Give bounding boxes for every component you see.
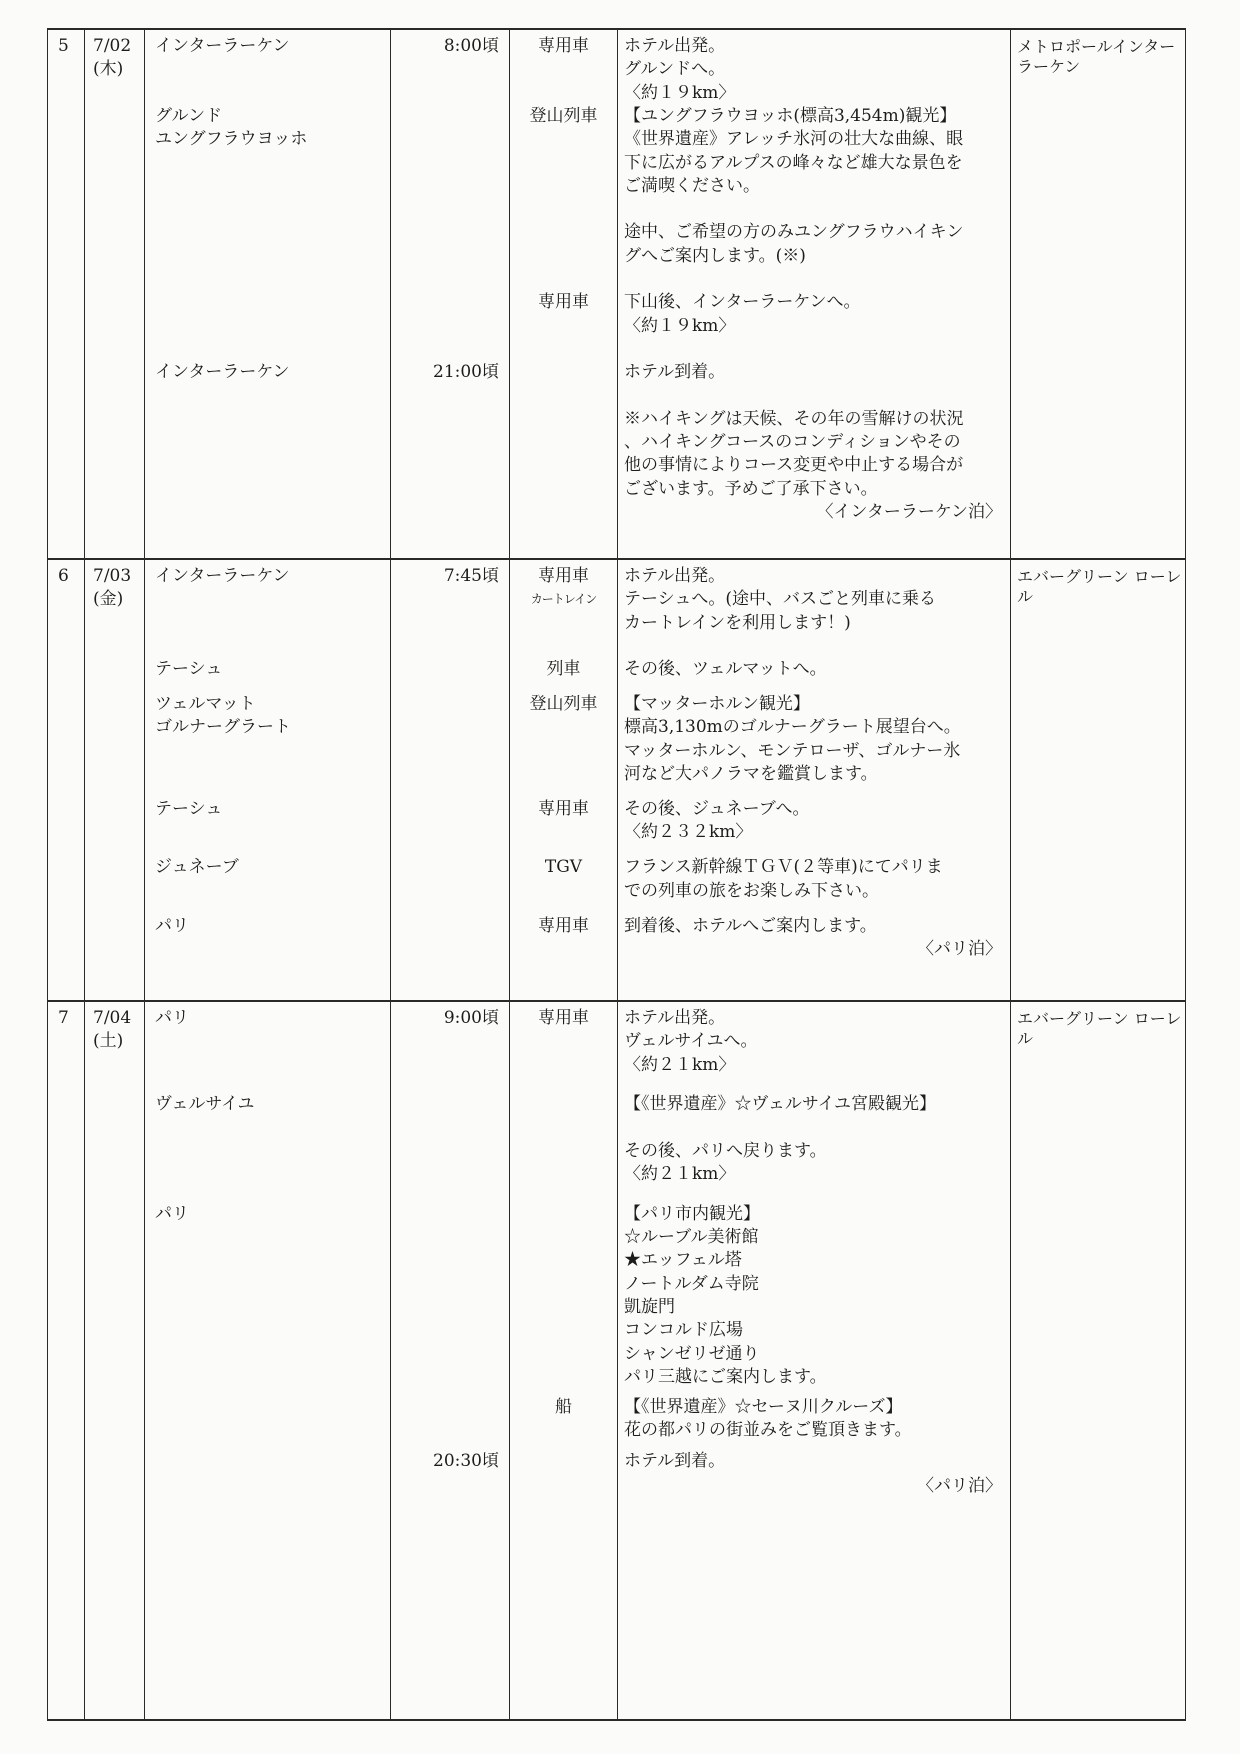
hotel-cell: [1011, 559, 1186, 1001]
description-line: ホテル出発。: [624, 1008, 726, 1028]
transport: 登山列車: [529, 105, 598, 126]
day-number-cell: [48, 1001, 85, 1720]
description-line: ★エッフェル塔: [624, 1250, 742, 1271]
overnight-stay: 〈パリ泊〉: [917, 1476, 1002, 1497]
transport: TGV: [544, 857, 583, 878]
description-line: での列車の旅をお楽しみ下さい。: [624, 880, 879, 901]
description-line: その後、パリへ戻ります。: [624, 1140, 827, 1161]
description-line: 【《世界遺産》☆セーヌ川クルーズ】: [624, 1397, 903, 1418]
description-line: 花の都パリの街並みをご覧頂きます。: [624, 1420, 912, 1441]
transport: 専用車: [538, 292, 589, 313]
hotel-name: エバーグリーン ローレ: [1017, 1009, 1182, 1028]
place-name: ユングフラウヨッホ: [155, 129, 308, 150]
transport-cell: [510, 1001, 618, 1720]
transport: 専用車: [538, 1008, 589, 1028]
place-name: テーシュ: [155, 659, 223, 680]
time-cell: [391, 559, 510, 1001]
description-line: ございます。予めご了承下さい。: [624, 478, 878, 499]
transport: 専用車: [538, 566, 589, 586]
day-row-5: [48, 29, 1186, 559]
description-line: 標高3,130mのゴルナーグラート展望台へ。: [624, 717, 961, 738]
description-line: グルンドへ。: [624, 59, 726, 80]
description-line: カートレインを利用します！): [624, 612, 851, 633]
place-name: インターラーケン: [155, 36, 290, 56]
description-line: 〈約２１km〉: [624, 1054, 736, 1075]
description-cell: [618, 559, 1011, 1001]
description-line: シャンゼリゼ通り: [624, 1343, 760, 1364]
hotel-cell: [1011, 1001, 1186, 1720]
transport: 専用車: [538, 799, 589, 819]
description-line: 〈約１９km〉: [624, 82, 736, 103]
place-cell: [145, 1001, 391, 1720]
description-cell: [618, 1001, 1011, 1720]
hotel-name: ラーケン: [1017, 56, 1081, 76]
description-line: 河など大パノラマを鑑賞します。: [624, 764, 878, 785]
description-line: ☆ルーブル美術館: [624, 1227, 759, 1248]
description-line: 、ハイキングコースのコンディションやその: [624, 432, 961, 453]
description-line: 〈約２１km〉: [624, 1164, 736, 1185]
hotel-cell: [1011, 29, 1186, 559]
description-line: パリ三越にご案内します。: [624, 1366, 827, 1387]
description-line: 到着後、ホテルへご案内します。: [624, 915, 877, 936]
day-number-cell: [48, 29, 85, 559]
transport-cell: [510, 559, 618, 1001]
description-line: マッターホルン、モンテローザ、ゴルナー氷: [624, 740, 961, 761]
description-line: ホテル出発。: [624, 566, 726, 586]
date-cell: [85, 29, 145, 559]
place-name: グルンド: [155, 105, 223, 126]
time-cell: [391, 29, 510, 559]
transport: 専用車: [538, 36, 589, 56]
description-line: 《世界遺産》アレッチ氷河の壮大な曲線、眼: [624, 129, 964, 150]
description-line: 〈約１９km〉: [624, 315, 736, 336]
overnight-stay: 〈インターラーケン泊〉: [816, 502, 1002, 522]
date-cell: [85, 1001, 145, 1720]
place-cell: [145, 29, 391, 559]
description-line: テーシュへ。(途中、バスごと列車に乗る: [624, 589, 936, 610]
description-line: ご満喫ください。: [624, 175, 760, 196]
hotel-name: ル: [1017, 586, 1034, 606]
place-name: ツェルマット: [155, 694, 256, 715]
transport: 船: [555, 1397, 572, 1418]
weekday: (土): [93, 1031, 124, 1052]
weekday: (金): [93, 589, 124, 610]
day-number: 6: [58, 566, 69, 586]
time-cell: [391, 1001, 510, 1720]
transport-cell: [510, 29, 618, 559]
description-line: フランス新幹線ＴＧＶ(２等車)にてパリま: [624, 857, 943, 878]
description-line: グへご案内します。(※): [624, 245, 806, 266]
place-name: ヴェルサイユ: [155, 1094, 255, 1115]
time: 9:00頃: [443, 1008, 499, 1028]
date: 7/04: [93, 1008, 132, 1028]
time: 20:30頃: [433, 1450, 499, 1471]
place-name: インターラーケン: [155, 566, 290, 586]
description-line: 【パリ市内観光】: [624, 1203, 760, 1224]
place-name: パリ: [155, 1008, 189, 1028]
date: 7/02: [93, 36, 132, 56]
time: 7:45頃: [443, 566, 499, 586]
date-cell: [85, 559, 145, 1001]
description-line: 〈約２３２km〉: [624, 822, 753, 843]
transport: 列車: [546, 659, 581, 680]
description-line: ヴェルサイユへ。: [624, 1031, 758, 1052]
hotel-name: エバーグリーン ローレ: [1017, 567, 1182, 586]
day-number: 7: [58, 1008, 69, 1028]
description-line: 他の事情によりコース変更や中止する場合が: [624, 455, 964, 476]
description-line: ノートルダム寺院: [624, 1273, 759, 1294]
time: 21:00頃: [433, 362, 499, 383]
hotel-name: メトロポールインター: [1017, 37, 1176, 56]
place-name: ジュネーブ: [155, 857, 239, 878]
day-row-6: [48, 559, 1186, 1001]
overnight-stay: 〈パリ泊〉: [917, 938, 1002, 959]
description-line: コンコルド広場: [624, 1320, 743, 1341]
hotel-name: ル: [1017, 1028, 1034, 1048]
description-line: その後、ツェルマットへ。: [624, 659, 827, 680]
description-line: 【《世界遺産》☆ヴェルサイユ宮殿観光】: [624, 1094, 936, 1115]
description-line: その後、ジュネーブへ。: [624, 799, 810, 819]
description-cell: [618, 29, 1011, 559]
time: 8:00頃: [443, 36, 499, 56]
place-cell: [145, 559, 391, 1001]
place-name: インターラーケン: [155, 362, 290, 383]
place-name: パリ: [155, 915, 189, 936]
description-line: 凱旋門: [624, 1296, 675, 1317]
description-line: ホテル出発。: [624, 36, 726, 56]
weekday: (木): [93, 59, 124, 80]
description-line: 【マッターホルン観光】: [624, 694, 810, 715]
description-line: ※ハイキングは天候、その年の雪解けの状況: [624, 408, 964, 429]
description-line: 下山後、インターラーケンへ。: [624, 292, 861, 313]
description-line: ホテル到着。: [624, 362, 726, 383]
place-name: テーシュ: [155, 799, 223, 819]
transport: 登山列車: [529, 694, 598, 715]
place-name: ゴルナーグラート: [155, 717, 291, 738]
day-number: 5: [58, 36, 69, 56]
day-row-7: [48, 1001, 1186, 1720]
place-name: パリ: [155, 1203, 189, 1224]
description-line: ホテル到着。: [624, 1450, 726, 1471]
description-line: 途中、ご希望の方のみユングフラウハイキン: [624, 222, 964, 243]
itinerary-table: [47, 28, 1186, 1721]
description-line: 【ユングフラウヨッホ(標高3,454m)観光】: [624, 105, 957, 126]
transport: カートレイン: [530, 592, 597, 607]
date: 7/03: [93, 566, 132, 586]
transport: 専用車: [538, 915, 589, 936]
day-number-cell: [48, 559, 85, 1001]
description-line: 下に広がるアルプスの峰々など雄大な景色を: [624, 152, 963, 173]
